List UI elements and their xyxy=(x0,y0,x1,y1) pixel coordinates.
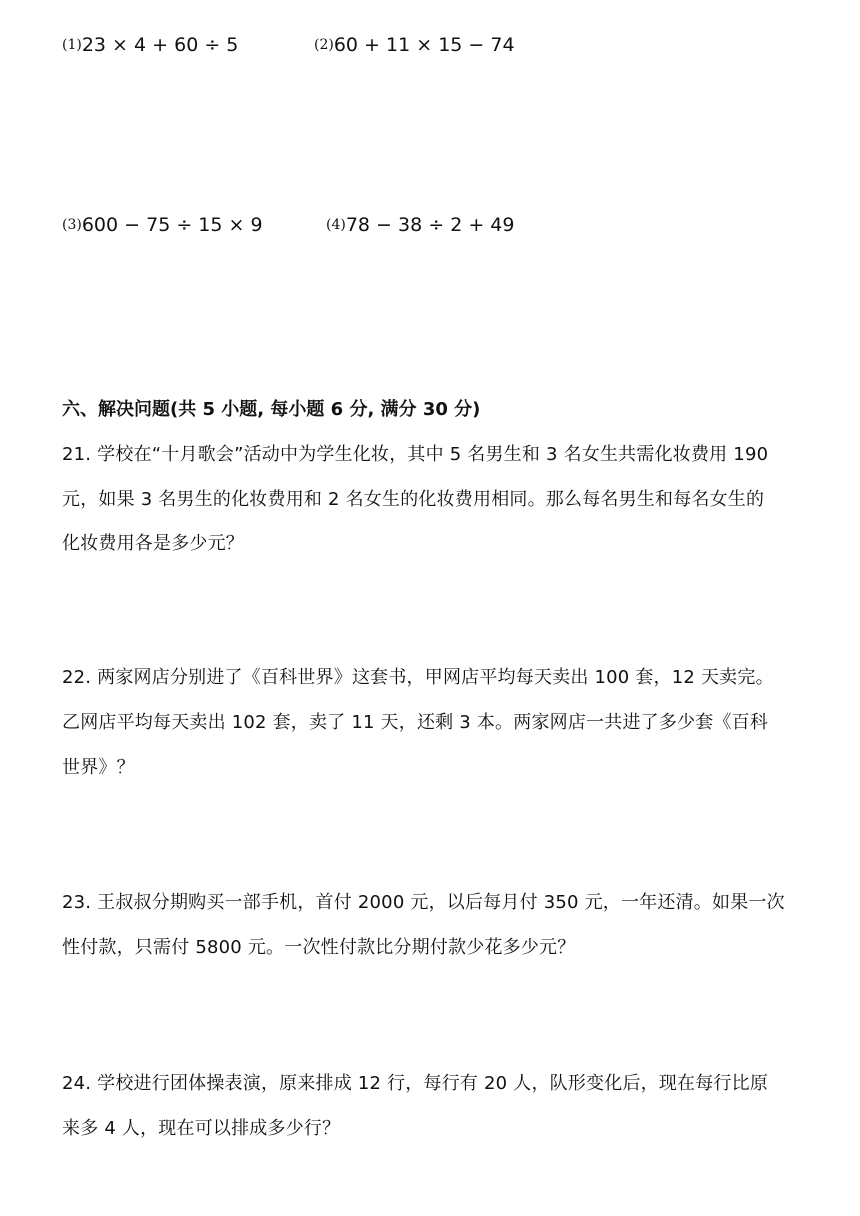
calc-number: (4) xyxy=(326,217,346,233)
problem-22-line-2: 乙网店平均每天卖出 102 套，卖了 11 天，还剩 3 本。两家网店一共进了多少套《百科 xyxy=(62,712,769,733)
problem-22-line-3: 世界》？ xyxy=(62,757,135,778)
problem-21-line-3: 化妆费用各是多少元？ xyxy=(62,533,244,554)
calc-item-4 xyxy=(326,214,514,236)
calc-item-1 xyxy=(62,34,238,56)
calc-number: (1) xyxy=(62,37,82,53)
calc-expression: 78 − 38 ÷ 2 + 49 xyxy=(345,214,515,236)
problem-22-line-1: 22. 两家网店分别进了《百科世界》这套书，甲网店平均每天卖出 100 套，12 天卖完。 xyxy=(62,667,774,688)
section-title: 六、解决问题(共 5 小题, 每小题 6 分, 满分 30 分) xyxy=(62,399,481,420)
problem-21-line-1: 21. 学校在“十月歌会”活动中为学生化妆，其中 5 名男生和 3 名女生共需化妆费用 190 xyxy=(62,444,769,465)
problem-23-line-2: 性付款，只需付 5800 元。一次性付款比分期付款少花多少元？ xyxy=(62,937,576,958)
calc-expression: 60 + 11 × 15 − 74 xyxy=(333,34,515,56)
calc-number: (2) xyxy=(314,37,334,53)
calc-item-2 xyxy=(314,34,515,56)
problem-24-line-1: 24. 学校进行团体操表演，原来排成 12 行，每行有 20 人，队形变化后，现在每行比原 xyxy=(62,1073,769,1094)
problem-23-line-1: 23. 王叔叔分期购买一部手机，首付 2000 元，以后每月付 350 元，一年还清。如果一次 xyxy=(62,892,785,913)
calc-number: (3) xyxy=(62,217,82,233)
calc-item-3 xyxy=(62,214,263,236)
problem-24-line-2: 来多 4 人，现在可以排成多少行？ xyxy=(62,1118,341,1139)
problem-21-line-2: 元，如果 3 名男生的化妆费用和 2 名女生的化妆费用相同。那么每名男生和每名女生的 xyxy=(62,489,765,510)
calc-expression: 23 × 4 + 60 ÷ 5 xyxy=(81,34,239,56)
calc-expression: 600 − 75 ÷ 15 × 9 xyxy=(81,214,263,236)
